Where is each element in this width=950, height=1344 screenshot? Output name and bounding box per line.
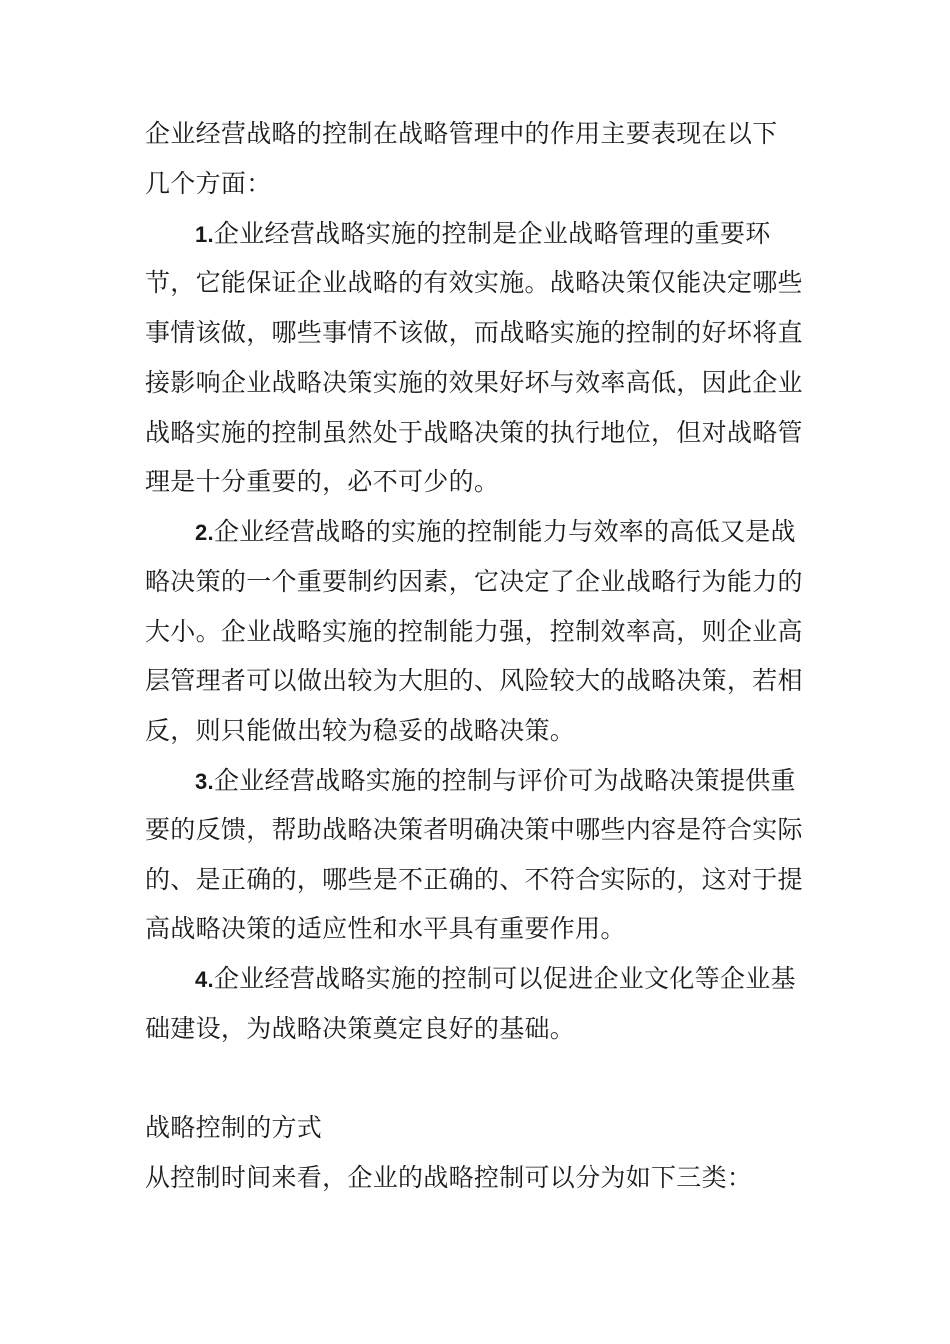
point-1-number: 1. [195, 222, 214, 247]
point-3-line: 高战略决策的适应性和水平具有重要作用。 [145, 914, 626, 943]
intro-line-1: 企业经营战略的控制在战略管理中的作用主要表现在以下 [145, 119, 778, 148]
point-1-text: 企业经营战略实施的控制是企业战略管理的重要环 [213, 219, 771, 248]
point-1-line: 事情该做，哪些事情不该做，而战略实施的控制的好坏将直 [145, 318, 803, 347]
point-2-line: 大小。企业战略实施的控制能力强，控制效率高，则企业高 [145, 617, 803, 646]
point-1-line: 战略实施的控制虽然处于战略决策的执行地位，但对战略管 [145, 418, 803, 447]
point-2-text: 企业经营战略的实施的控制能力与效率的高低又是战 [213, 517, 796, 546]
point-1-line: 接影响企业战略决策实施的效果好坏与效率高低，因此企业 [145, 368, 803, 397]
point-3-line: 要的反馈，帮助战略决策者明确决策中哪些内容是符合实际 [145, 815, 803, 844]
point-1-first-line [195, 219, 771, 250]
point-2-line: 略决策的一个重要制约因素，它决定了企业战略行为能力的 [145, 567, 803, 596]
point-2-line: 反，则只能做出较为稳妥的战略决策。 [145, 716, 576, 745]
point-3-number: 3. [195, 769, 214, 794]
point-4-line: 础建设，为战略决策奠定良好的基础。 [145, 1014, 576, 1043]
point-3-first-line [195, 766, 796, 797]
point-3-text: 企业经营战略实施的控制与评价可为战略决策提供重 [213, 766, 796, 795]
point-4-first-line [195, 964, 796, 995]
point-4-number: 4. [195, 967, 214, 992]
section-heading: 战略控制的方式 [145, 1113, 323, 1142]
point-3-line: 的、是正确的，哪些是不正确的、不符合实际的，这对于提 [145, 865, 803, 894]
point-1-line: 理是十分重要的，必不可少的。 [145, 467, 500, 496]
point-2-number: 2. [195, 520, 214, 545]
intro-line-2: 几个方面： [145, 169, 272, 198]
section-body: 从控制时间来看，企业的战略控制可以分为如下三类： [145, 1163, 753, 1192]
point-2-first-line [195, 517, 796, 548]
point-4-text: 企业经营战略实施的控制可以促进企业文化等企业基 [213, 964, 796, 993]
point-2-line: 层管理者可以做出较为大胆的、风险较大的战略决策，若相 [145, 666, 803, 695]
point-1-line: 节，它能保证企业战略的有效实施。战略决策仅能决定哪些 [145, 268, 803, 297]
